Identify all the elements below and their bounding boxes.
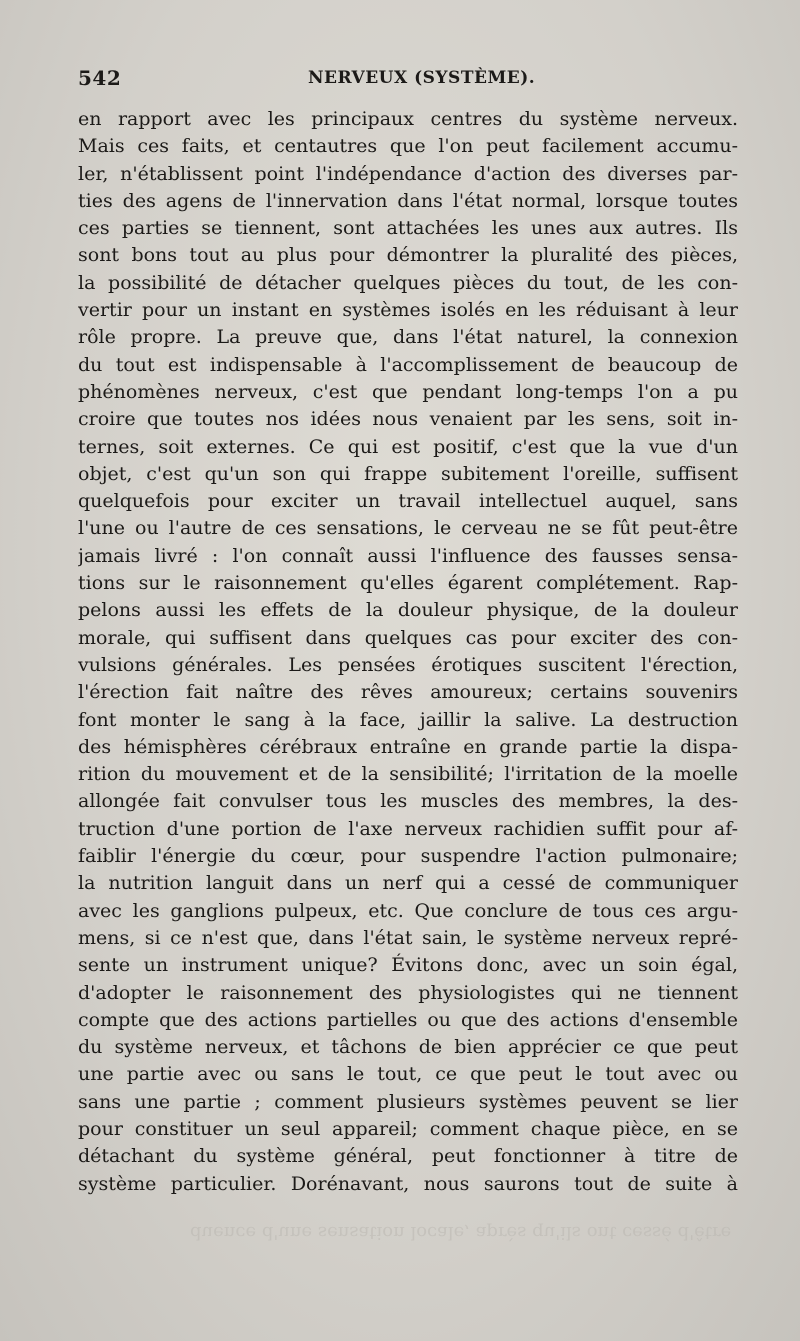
text-line: du tout est indispensable à l'accomplissement de beaucoup de (78, 353, 738, 376)
text-line: une partie avec ou sans le tout, ce que peut le tout avec ou (78, 1063, 738, 1086)
text-line: l'érection fait naître des rêves amoureux; certains souvenirs (78, 681, 738, 704)
running-head: NERVEUX (SYSTÈME). (308, 68, 536, 88)
text-line: Mais ces faits, et centautres que l'on peut facilement accumu- (78, 135, 738, 158)
text-line: vertir pour un instant en systèmes isolés en les réduisant à leur (78, 299, 738, 322)
text-line: allongée fait convulser tous les muscles des membres, la des- (78, 790, 738, 813)
text-line: compte que des actions partielles ou que des actions d'ensemble (78, 1008, 738, 1031)
page-header (78, 66, 738, 96)
text-line: détachant du système général, peut fonctionner à titre de (78, 1145, 738, 1168)
text-line: système particulier. Dorénavant, nous saurons tout de suite à (78, 1172, 738, 1195)
text-line: sans une partie ; comment plusieurs systèmes peuvent se lier (78, 1090, 738, 1113)
text-line: morale, qui suffisent dans quelques cas pour exciter des con- (78, 626, 738, 649)
text-line: avec les ganglions pulpeux, etc. Que conclure de tous ces argu- (78, 899, 738, 922)
body-text (78, 106, 738, 1198)
text-line: objet, c'est qu'un son qui frappe subitement l'oreille, suffisent (78, 462, 738, 485)
text-line: sont bons tout au plus pour démontrer la pluralité des pièces, (78, 244, 738, 267)
text-line: ties des agens de l'innervation dans l'état normal, lorsque toutes (78, 189, 738, 212)
text-line: phénomènes nerveux, c'est que pendant long-temps l'on a pu (78, 380, 738, 403)
text-line: la possibilité de détacher quelques pièces du tout, de les con- (78, 271, 738, 294)
page-number: 542 (78, 66, 122, 90)
text-line: rôle propre. La preuve que, dans l'état naturel, la connexion (78, 326, 738, 349)
text-line: pelons aussi les effets de la douleur physique, de la douleur (78, 599, 738, 622)
text-line: jamais livré : l'on connaît aussi l'influence des fausses sensa- (78, 544, 738, 567)
text-line: l'une ou l'autre de ces sensations, le cerveau ne se fût peut-être (78, 517, 738, 540)
text-line: pour constituer un seul appareil; comment chaque pièce, en se (78, 1117, 738, 1140)
text-line: tions sur le raisonnement qu'elles égarent complétement. Rap- (78, 572, 738, 595)
text-line: mens, si ce n'est que, dans l'état sain, le système nerveux repré- (78, 926, 738, 949)
text-line: sente un instrument unique? Évitons donc, avec un soin égal, (78, 954, 738, 977)
text-line: ler, n'établissent point l'indépendance d'action des diverses par- (78, 162, 738, 185)
text-line: vulsions générales. Les pensées érotiques suscitent l'érection, (78, 653, 738, 676)
text-line: truction d'une portion de l'axe nerveux rachidien suffit pour af- (78, 817, 738, 840)
text-line: croire que toutes nos idées nous venaient par les sens, soit in- (78, 408, 738, 431)
text-line: font monter le sang à la face, jaillir la salive. La destruction (78, 708, 738, 731)
text-line: rition du mouvement et de la sensibilité; l'irritation de la moelle (78, 763, 738, 786)
text-line: en rapport avec les principaux centres du système nerveux. (78, 108, 738, 130)
text-line: ces parties se tiennent, sont attachées les unes aux autres. Ils (78, 217, 738, 240)
text-line: ternes, soit externes. Ce qui est positif, c'est que la vue d'un (78, 435, 738, 458)
text-line: du système nerveux, et tâchons de bien apprécier ce que peut (78, 1036, 738, 1059)
text-line: quelquefois pour exciter un travail intellectuel auquel, sans (78, 490, 738, 513)
text-line: des hémisphères cérébraux entraîne en grande partie la dispa- (78, 735, 738, 758)
text-line: la nutrition languit dans un nerf qui a cessé de communiquer (78, 872, 738, 895)
text-line: faiblir l'énergie du cœur, pour suspendre l'action pulmonaire; (78, 845, 738, 868)
text-line: d'adopter le raisonnement des physiologistes qui ne tiennent (78, 981, 738, 1004)
bleed-through-text: duence d'une sensation locale, après qu'ils ont cessé d'être (190, 1222, 732, 1243)
